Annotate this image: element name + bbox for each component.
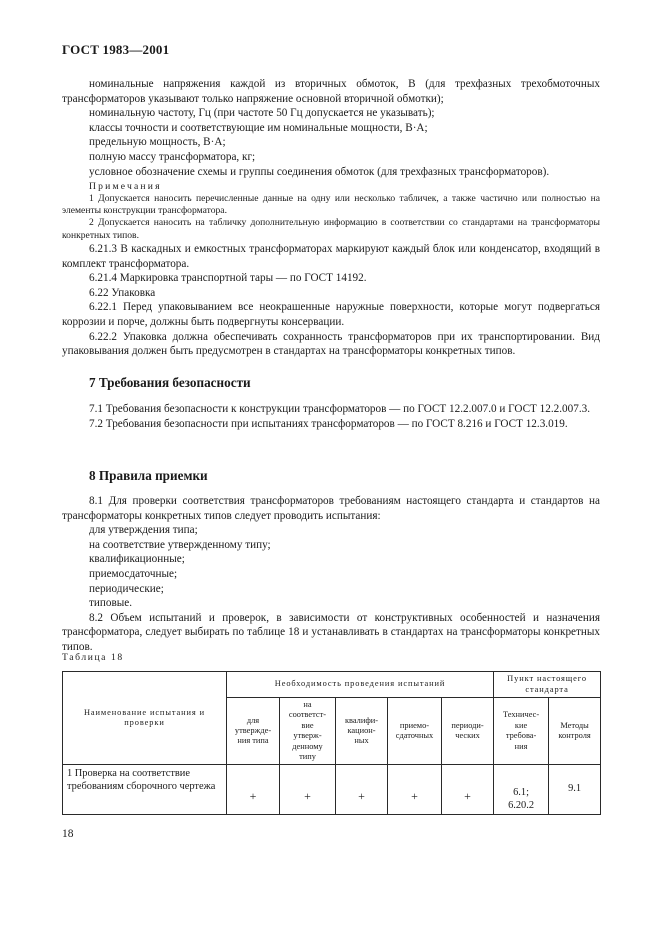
notes-heading: Примечания <box>89 181 162 192</box>
list-item: условное обозначение схемы и группы соединения обмоток (для трехфазных трансформаторов). <box>89 165 550 178</box>
mark-cell: + <box>280 765 336 815</box>
clauses-section-6 <box>62 242 600 359</box>
column-header-acceptance <box>388 698 442 765</box>
subcol-label: Методы контроля <box>558 720 591 741</box>
column-group-clause: Пункт настоящего стандарта <box>494 672 601 698</box>
document-header: ГОСТ 1983—2001 <box>62 42 170 57</box>
clause-6-22: 6.22 Упаковка <box>89 286 156 299</box>
clause-8-1: 8.1 Для проверки соответствия трансформаторов требованиям настоящего стандарта и стандартов на трансформаторы конкретных типов следует проводить испытания: <box>62 495 600 522</box>
section-8-title: 8 Правила приемки <box>89 468 208 483</box>
control-method-cell: 9.1 <box>549 765 601 815</box>
clause-6-21-3: 6.21.3 В каскадных и емкостных трансформаторах маркируют каждый блок или конденсатор, входящий в комплект трансформатора. <box>62 243 600 270</box>
clause-6-22-2: 6.22.2 Упаковка должна обеспечивать сохранность трансформаторов при их транспортировании. Вид упаковывания должен быть предусмотрен в стандартах на трансформаторы конкретных типов. <box>62 330 600 358</box>
section-8-body <box>62 494 600 655</box>
test-name-cell: 1 Проверка на соответствие требованиям сборочного чертежа <box>63 765 227 815</box>
subcol-label: приемо- сдаточных <box>395 720 434 741</box>
test-type-item: приемосдаточные; <box>89 567 178 580</box>
column-header-type-approval <box>227 698 280 765</box>
clause-7-1: 7.1 Требования безопасности к конструкции трансформаторов — по ГОСТ 12.2.007.0 и ГОСТ 12.2.007.3. <box>89 403 591 415</box>
mark-cell: + <box>227 765 280 815</box>
column-header-qualification <box>336 698 388 765</box>
test-type-item: типовые. <box>89 597 133 610</box>
column-header-tech-requirements <box>494 698 549 765</box>
list-item: номинальные напряжения каждой из вторичных обмоток, В (для трехфазных трехобмоточных трансформаторов указывают только напряжение основной вторичной обмотки); <box>62 78 600 105</box>
section-7-title: 7 Требования безопасности <box>89 375 251 390</box>
column-header-control-methods <box>549 698 601 765</box>
table-caption: Таблица 18 <box>62 652 124 663</box>
note-item: 2 Допускается наносить на табличку дополнительную информацию в соответствии со стандартами на трансформаторы конкретных типов. <box>62 217 600 241</box>
table-row <box>63 765 601 815</box>
column-header-test-name: Наименование испытания и проверки <box>63 672 227 765</box>
marking-data-list <box>62 77 600 179</box>
note-item: 1 Допускается наносить перечисленные данные на одну или несколько табличек, а также частично или полностью на элементы конструкции трансформатора. <box>62 193 600 217</box>
subcol-label: квалифи- кацион- ных <box>344 715 379 746</box>
list-item: номинальную частоту, Гц (при частоте 50 Гц допускается не указывать); <box>89 107 435 120</box>
clause-6-22-1: 6.22.1 Перед упаковыванием все неокрашенные наружные поверхности, которые могут подвергаться коррозии и порче, должны быть подвергнуты консервации. <box>62 301 600 328</box>
page-number: 18 <box>62 828 74 840</box>
list-item: полную массу трансформатора, кг; <box>89 150 256 163</box>
table-18 <box>62 671 601 815</box>
subcol-label: периоди- ческих <box>451 720 484 741</box>
mark-cell: + <box>442 765 494 815</box>
test-type-item: периодические; <box>89 582 164 595</box>
tech-requirements-cell: 6.1; 6.20.2 <box>494 765 549 815</box>
column-header-type-conformity <box>280 698 336 765</box>
notes-block <box>62 180 600 242</box>
mark-cell: + <box>336 765 388 815</box>
clause-6-21-4: 6.21.4 Маркировка транспортной тары — по ГОСТ 14192. <box>89 272 367 285</box>
subcol-label: для утвержде- ния типа <box>234 715 272 746</box>
column-group-necessity: Необходимость проведения испытаний <box>227 672 494 698</box>
test-type-item: квалификационные; <box>89 553 185 566</box>
subcol-label: Техничес- кие требова- ния <box>502 710 540 751</box>
subcol-label: на соответст- вие утверж- денному типу <box>288 700 327 762</box>
clause-7-2: 7.2 Требования безопасности при испытаниях трансформаторов — по ГОСТ 8.216 и ГОСТ 12.3.019. <box>89 417 568 430</box>
test-type-item: на соответствие утвержденному типу; <box>89 538 271 551</box>
section-7-body <box>62 402 600 431</box>
test-type-item: для утверждения типа; <box>89 524 198 537</box>
clause-8-2: 8.2 Объем испытаний и проверок, в зависимости от конструктивных особенностей и назначения трансформатора, следует выбирать по таблице 18 и устанавливать в стандартах на трансформаторы конкретных типов. <box>62 611 600 653</box>
list-item: предельную мощность, В·А; <box>89 136 226 149</box>
column-header-periodic <box>442 698 494 765</box>
mark-cell: + <box>388 765 442 815</box>
list-item: классы точности и соответствующие им номинальные мощности, В·А; <box>89 121 428 134</box>
